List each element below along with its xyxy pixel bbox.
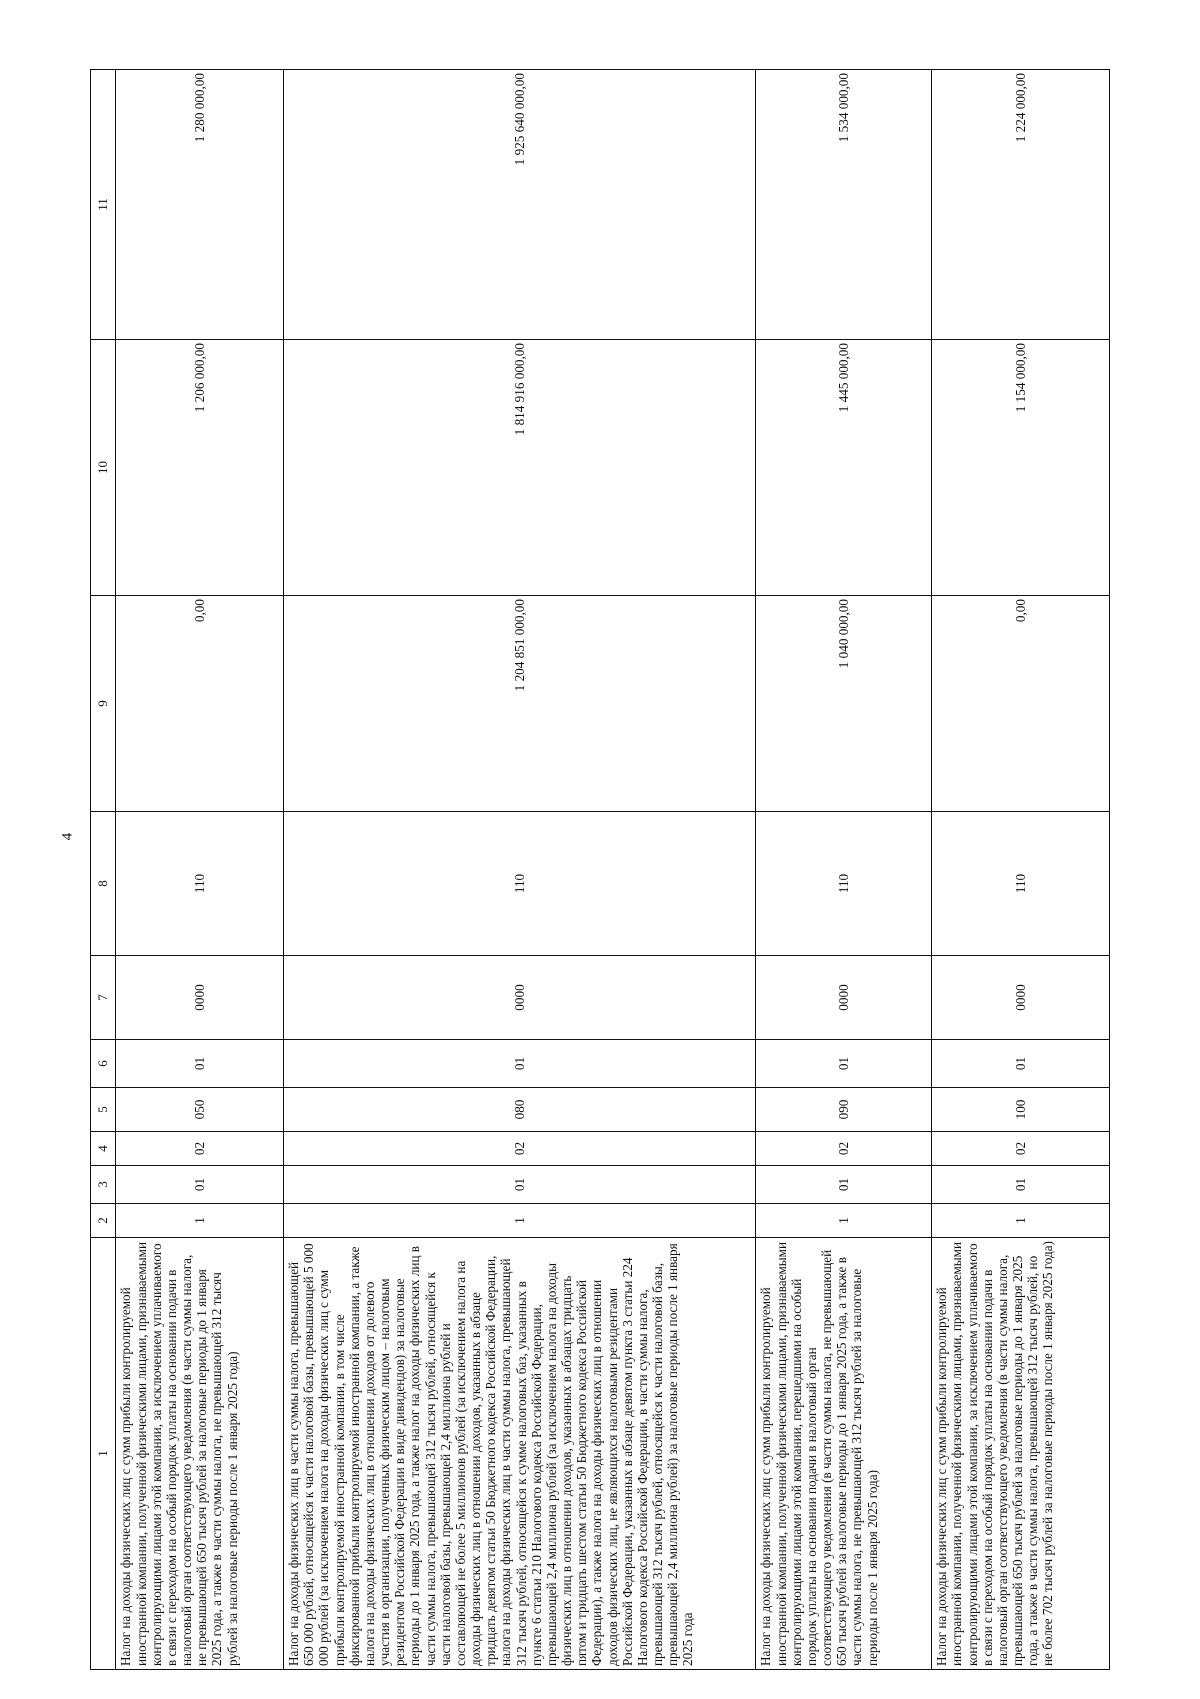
header-cell: 5 — [91, 1088, 116, 1132]
code-cell: 1 — [756, 1204, 932, 1238]
header-cell: 10 — [91, 340, 116, 596]
header-cell: 6 — [91, 1040, 116, 1088]
amount-cell: 1 204 851 000,00 — [284, 596, 756, 812]
rotated-table-wrapper — [90, 70, 1110, 1670]
amount-cell: 0,00 — [932, 596, 1110, 812]
amount-cell: 1 224 000,00 — [932, 70, 1110, 340]
code-cell: 1 — [116, 1204, 284, 1238]
code-cell: 01 — [284, 1040, 756, 1088]
header-cell: 7 — [91, 956, 116, 1040]
page-number: 4 — [59, 832, 76, 841]
code-cell: 01 — [756, 1040, 932, 1088]
code-cell: 0000 — [116, 956, 284, 1040]
code-cell: 01 — [756, 1166, 932, 1204]
code-cell: 110 — [284, 812, 756, 956]
amount-cell: 1 040 000,00 — [756, 596, 932, 812]
code-cell: 110 — [756, 812, 932, 956]
row-description: Налог на доходы физических лиц в части суммы налога, превышающей 650 000 рублей, относящейся к части налоговой базы, превышающей 5 000 000 рублей (за исключением налога на доходы физических лиц с сумм прибыли контролируемой иностранной компании, в том числе фиксированной прибыли контролируемой иностранной компании, а также налога на доходы физических лиц в отношении доходов от долевого участия в организации, полученных физическим лицом – налоговым резидентом Российской Федерации в виде дивидендов) за налоговые периоды до 1 января 2025 года, а также налог на доходы физических лиц в части суммы налога, превышающей 312 тысяч рублей, относящейся к части налоговой базы, превышающей 2,4 миллиона рублей и составляющей не более 5 миллионов рублей (за исключением налога на доходы физических лиц в отношении доходов, указанных в абзаце тридцать девятом статьи 50 Бюджетного кодекса Российской Федерации, налога на доходы физических лиц в части суммы налога, превышающей 312 тысяч рублей, относящейся к сумме налоговых баз, указанных в пункте 6 статьи 210 Налогового кодекса Российской Федерации, превышающей 2,4 миллиона рублей (за исключением налога на доходы физических лиц в отношении доходов, указанных в абзацах тридцать пятом и тридцать шестом статьи 50 Бюджетного кодекса Российской Федерации), а также налога на доходы физических лиц в отношении доходов физических лиц, не являющихся налоговыми резидентами Российской Федерации, указанных в абзаце девятом пункта 3 статьи 224 Налогового кодекса Российской Федерации, в части суммы налога, превышающей 312 тысяч рублей, относящейся к части налоговой базы, превышающей 2,4 миллиона рублей) за налоговые периоды после 1 января 2025 года — [284, 1238, 756, 1670]
table-row — [756, 70, 932, 1670]
amount-cell: 1 280 000,00 — [116, 70, 284, 340]
code-cell: 0000 — [932, 956, 1110, 1040]
amount-cell: 1 925 640 000,00 — [284, 70, 756, 340]
code-cell: 01 — [116, 1166, 284, 1204]
code-cell: 100 — [932, 1088, 1110, 1132]
code-cell: 090 — [756, 1088, 932, 1132]
code-cell: 02 — [284, 1132, 756, 1166]
header-cell: 11 — [91, 70, 116, 340]
header-cell: 2 — [91, 1204, 116, 1238]
code-cell: 01 — [116, 1040, 284, 1088]
amount-cell: 0,00 — [116, 596, 284, 812]
code-cell: 02 — [116, 1132, 284, 1166]
amount-cell: 1 154 000,00 — [932, 340, 1110, 596]
code-cell: 050 — [116, 1088, 284, 1132]
code-cell: 110 — [116, 812, 284, 956]
header-cell: 4 — [91, 1132, 116, 1166]
header-cell: 9 — [91, 596, 116, 812]
code-cell: 01 — [932, 1166, 1110, 1204]
table-row — [284, 70, 756, 1670]
tax-revenue-table — [90, 69, 1110, 1670]
row-description: Налог на доходы физических лиц с сумм прибыли контролируемой иностранной компании, полученной физическими лицами, признаваемыми контролирующими лицами этой компании, перешедшими на особый порядок уплаты на основании подачи в налоговый орган соответствующего уведомления (в части суммы налога, не превышающей 650 тысяч рублей за налоговые периоды до 1 января 2025 года, а также в части суммы налога, не превышающей 312 тысяч рублей за налоговые периоды после 1 января 2025 года) — [756, 1238, 932, 1670]
header-cell: 3 — [91, 1166, 116, 1204]
code-cell: 02 — [756, 1132, 932, 1166]
header-cell: 8 — [91, 812, 116, 956]
row-description: Налог на доходы физических лиц с сумм прибыли контролируемой иностранной компании, полученной физическими лицами, признаваемыми контролирующими лицами этой компании, за исключением уплачиваемого в связи с переходом на особый порядок уплаты на основании подачи в налоговый орган соответствующего уведомления (в части суммы налога, не превышающей 650 тысяч рублей за налоговые периоды до 1 января 2025 года, а также в части суммы налога, не превышающей 312 тысяч рублей за налоговые периоды после 1 января 2025 года) — [116, 1238, 284, 1670]
code-cell: 0000 — [756, 956, 932, 1040]
amount-cell: 1 814 916 000,00 — [284, 340, 756, 596]
table-row — [932, 70, 1110, 1670]
code-cell: 080 — [284, 1088, 756, 1132]
row-description: Налог на доходы физических лиц с сумм прибыли контролируемой иностранной компании, полученной физическими лицами, признаваемыми контролирующими лицами этой компании, за исключением уплачиваемого в связи с переходом на особый порядок уплаты на основании подачи в налоговый орган соответствующего уведомления (в части суммы налога, превышающей 650 тысяч рублей за налоговые периоды до 1 января 2025 года, а также в части суммы налога, превышающей 312 тысяч рублей, но не более 702 тысяч рублей за налоговые периоды после 1 января 2025 года) — [932, 1238, 1110, 1670]
header-cell: 1 — [91, 1238, 116, 1670]
amount-cell: 1 534 000,00 — [756, 70, 932, 340]
table-row — [116, 70, 284, 1670]
code-cell: 02 — [932, 1132, 1110, 1166]
amount-cell: 1 206 000,00 — [116, 340, 284, 596]
code-cell: 0000 — [284, 956, 756, 1040]
table-header-row — [91, 70, 116, 1670]
code-cell: 1 — [284, 1204, 756, 1238]
amount-cell: 1 445 000,00 — [756, 340, 932, 596]
code-cell: 110 — [932, 812, 1110, 956]
code-cell: 01 — [932, 1040, 1110, 1088]
code-cell: 1 — [932, 1204, 1110, 1238]
code-cell: 01 — [284, 1166, 756, 1204]
